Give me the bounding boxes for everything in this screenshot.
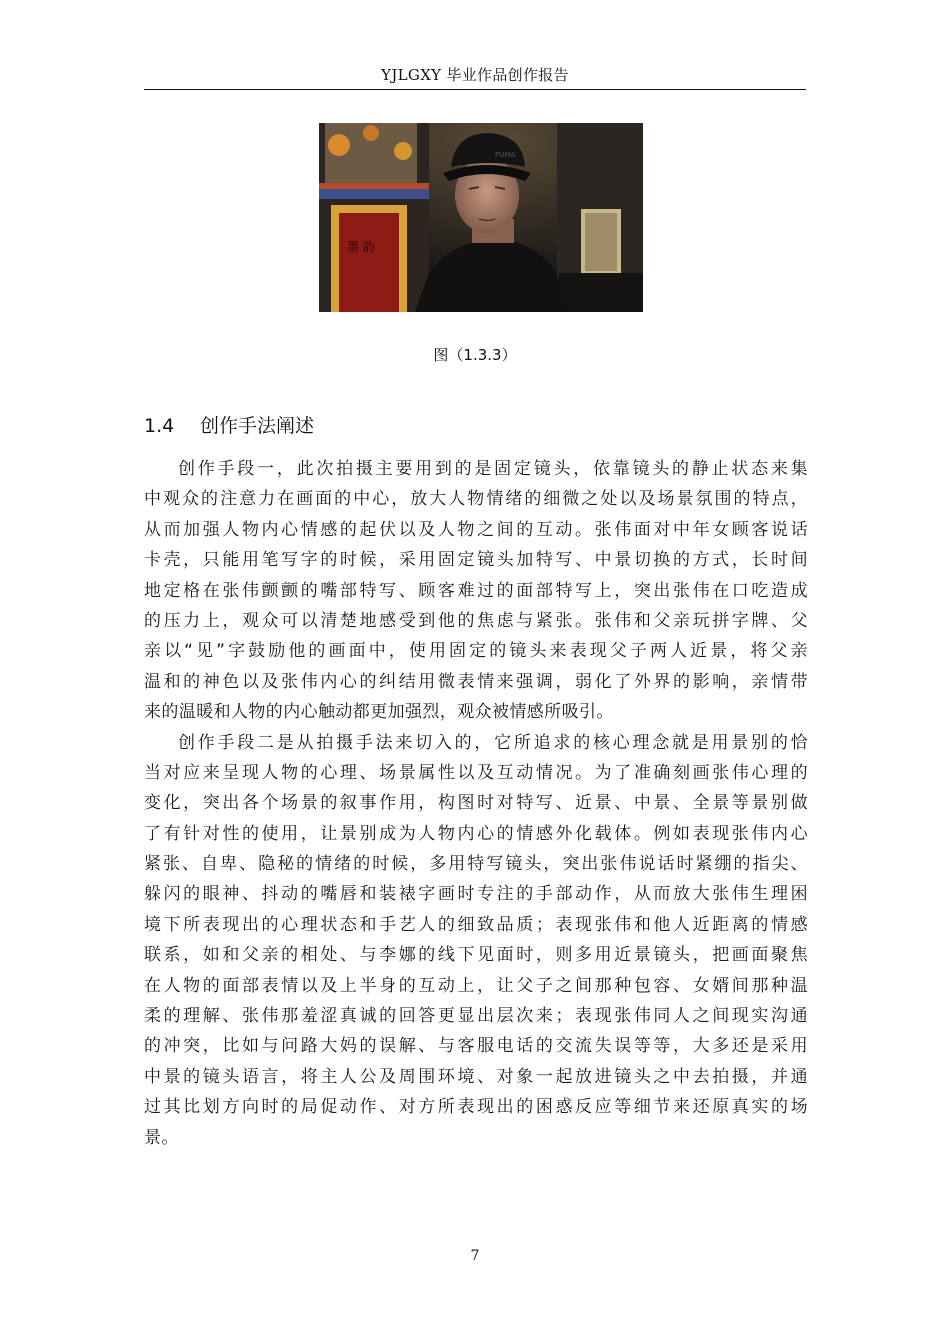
- paragraph-line: 景。: [144, 1127, 179, 1148]
- paragraph-line: 了有针对性的使用，让景别成为人物内心的情感外化载体。例如表现张伟内心: [144, 823, 808, 844]
- paragraph-line: 境下所表现出的心理状态和手艺人的细致品质；表现张伟和他人近距离的情感: [144, 914, 808, 935]
- paragraph-line: 中观众的注意力在画面的中心，放大人物情绪的细微之处以及场景氛围的特点，: [144, 489, 808, 510]
- figure-caption: 图（1.3.3）: [433, 346, 517, 364]
- paragraph-line: 来的温暖和人物的内心触动都更加强烈，观众被情感所吸引。: [144, 702, 614, 723]
- paragraph-line: 联系，如和父亲的相处、与李娜的线下见面时，则多用近景镜头，把画面聚焦: [144, 945, 808, 966]
- figure-photo: [319, 123, 643, 312]
- paragraph-line: 从而加强人物内心情感的起伏以及人物之间的互动。张伟面对中年女顾客说话: [144, 519, 808, 540]
- paragraph-line: 过其比划方向时的局促动作、对方所表现出的困惑反应等细节来还原真实的场: [144, 1097, 808, 1118]
- paragraph-line: 当对应来呈现人物的心理、场景属性以及互动情况。为了准确刻画张伟心理的: [144, 762, 808, 783]
- page-number: 7: [470, 1248, 480, 1264]
- section-number: 1.4: [144, 415, 175, 437]
- paragraph-line: 卡壳，只能用笔写字的时候，采用固定镜头加特写、中景切换的方式，长时间: [144, 550, 808, 571]
- paragraph-line: 温和的神色以及张伟内心的纠结用微表情来强调，弱化了外界的影响，亲情带: [144, 671, 808, 692]
- paragraph-line: 紧张、自卑、隐秘的情绪的时候，多用特写镜头，突出张伟说话时紧绷的指尖、: [144, 854, 808, 875]
- paragraph-line: 变化，突出各个场景的叙事作用，构图时对特写、近景、中景、全景等景别做: [144, 793, 808, 814]
- photo-illustration: [319, 123, 643, 312]
- section-body: [144, 454, 808, 1153]
- section-heading: [144, 411, 314, 441]
- paragraph-line: 躲闪的眼神、抖动的嘴唇和装裱字画时专注的手部动作，从而放大张伟生理困: [144, 884, 808, 905]
- paragraph-line: 中景的镜头语言，将主人公及周围环境、对象一起放进镜头之中去拍摄，并通: [144, 1066, 808, 1087]
- paragraph-line: 在人物的面部表情以及上半身的互动上，让父子之间那种包容、女婿间那种温: [144, 975, 808, 996]
- section-title: 创作手法阐述: [200, 415, 315, 437]
- paragraph-line: 亲以“见”字鼓励他的画面中，使用固定的镜头来表现父子两人近景，将父亲: [144, 641, 808, 662]
- paragraph-line: 柔的理解、张伟那羞涩真诚的回答更显出层次来；表现张伟同人之间现实沟通: [144, 1006, 808, 1027]
- paragraph-line: 地定格在张伟颤颤的嘴部特写、顾客难过的面部特写上，突出张伟在口吃造成: [144, 580, 808, 601]
- svg-text:PUMA: PUMA: [495, 151, 516, 159]
- paragraph-line: 的冲突，比如与问路大妈的误解、与客服电话的交流失误等等，大多还是采用: [144, 1036, 808, 1057]
- svg-text:墨 韵: 墨 韵: [347, 240, 375, 254]
- paragraph-line: 创作手段一，此次拍摄主要用到的是固定镜头，依靠镜头的静止状态来集: [178, 459, 808, 479]
- paragraph-line: 创作手段二是从拍摄手法来切入的，它所追求的核心理念就是用景别的恰: [178, 732, 808, 753]
- page-header: YJLGXY 毕业作品创作报告: [381, 66, 569, 84]
- paragraph-line: 的压力上，观众可以清楚地感受到他的焦虑与紧张。张伟和父亲玩拼字牌、父: [144, 610, 808, 631]
- header-divider: [144, 89, 806, 90]
